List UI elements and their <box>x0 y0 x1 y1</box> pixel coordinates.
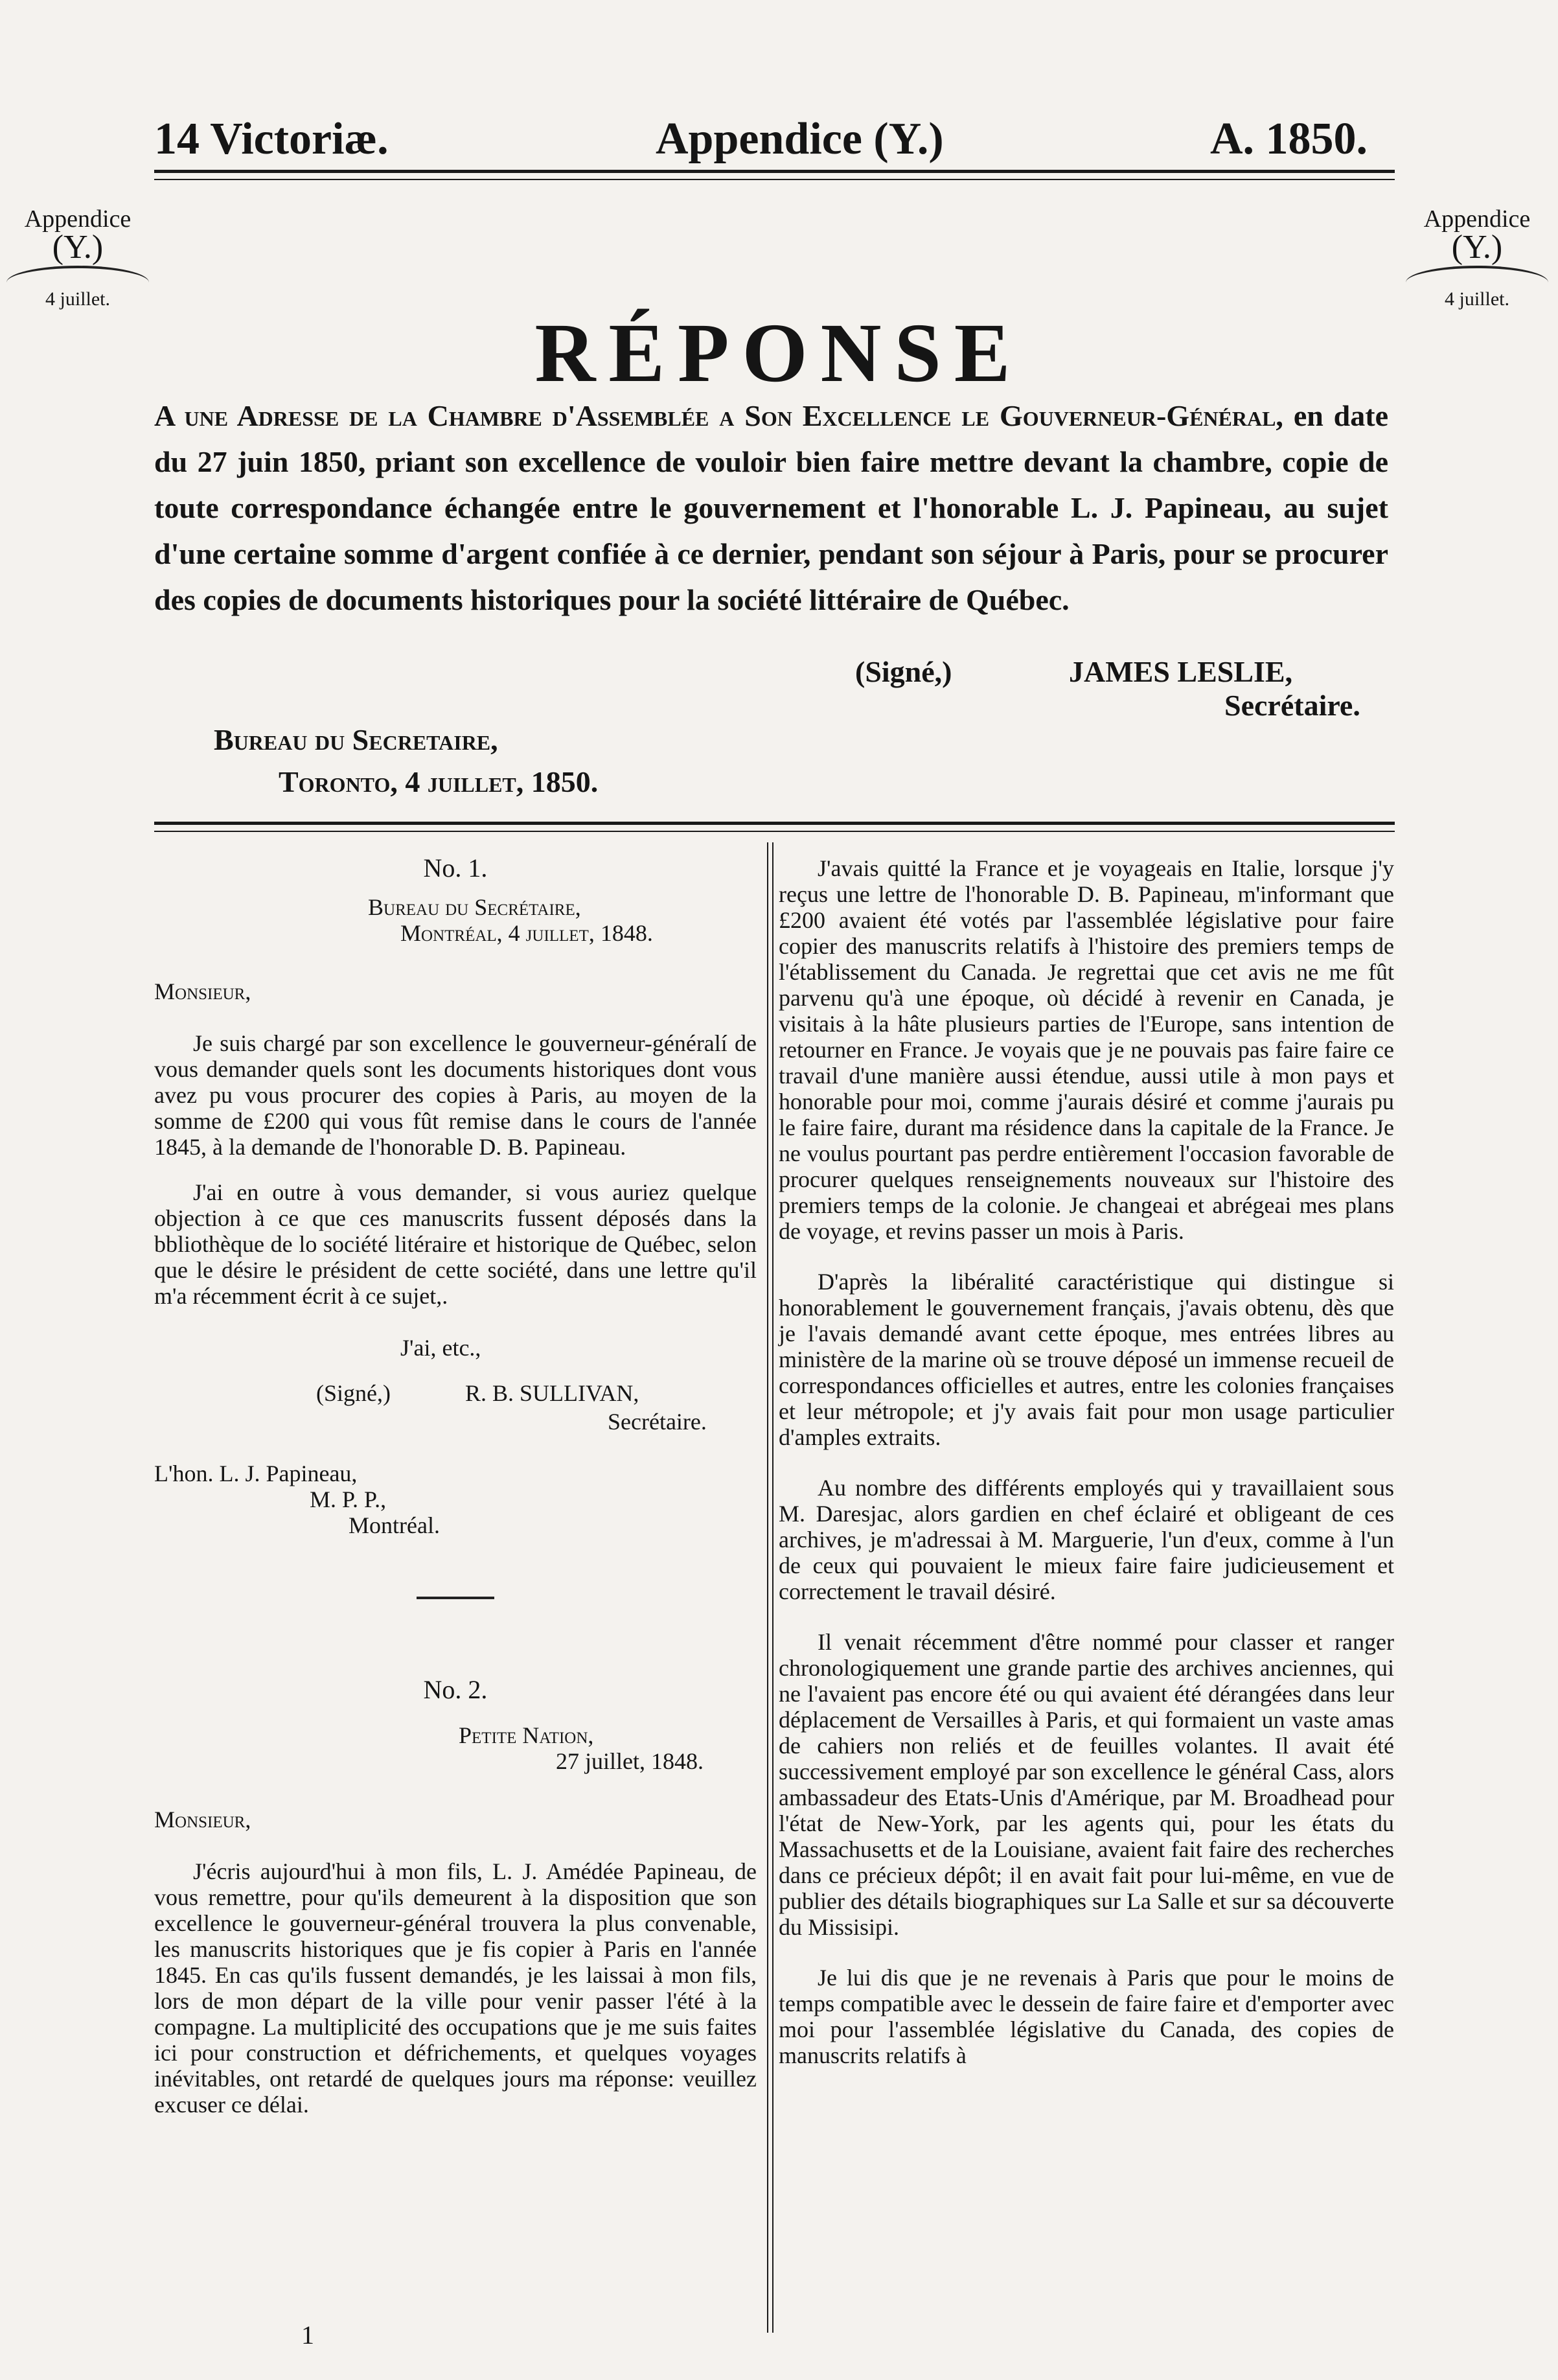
letter1-signer: R. B. SULLIVAN, <box>465 1380 639 1406</box>
letter1-paragraph: Je suis chargé par son excellence le gouverneur-généralí de vous demander quels sont les documents historiques dont vous avez pu vous procurer des copies à Paris, au moyen de la somme de £200 qui vous fût remise dans le cours de l'année 1845, à la demande de l'honorable D. B. Papineau. <box>154 1030 757 1160</box>
letter1-addressee: Montréal. <box>349 1512 440 1538</box>
letter1-signed: (Signé,) <box>316 1380 391 1406</box>
letter1-salutation: Monsieur, <box>154 978 251 1004</box>
page-number: 1 <box>301 2320 314 2350</box>
signature-signed: (Signé,) <box>855 655 952 688</box>
right-paragraph: Il venait récemment d'être nommé pour classer et ranger chronologiquement une grande partie des archives anciennes, qui ne l'avaient pas encore été ou qui avaient été dérangées dans leur déplacement de Versailles à Paris, et qui formaient un vaste amas de cahiers non reliés et de feuilles volantes. Il avait été successivement employé par son excellence le général Cass, alors ambassadeur des Etats-Unis d'Amérique, par M. Broadhead pour l'état de New-York, par les agents qui, pour les états du Massachusetts et de la Louisiane, avaient fait faire des recherches dans ce précieux dépôt; il en avait fait pour lui-même, en vue de publier des détails biographiques sur La Salle et sur sa découverte du Missisipi. <box>779 1629 1394 1940</box>
letter2-date: 27 juillet, 1848. <box>556 1748 704 1774</box>
right-paragraph: Je lui dis que je ne revenais à Paris que pour le moins de temps compatible avec le dessein de faire faire et d'emporter avec moi pour l'assemblée législative du Canada, des copies de manuscrits relatifs à <box>779 1965 1394 2068</box>
section-rule-thin <box>154 831 1395 832</box>
letter1-place-date: Montréal, 4 juillet, 1848. <box>400 920 653 946</box>
header-left: 14 Victoriæ. <box>154 114 389 164</box>
margin-note-right <box>1399 205 1555 314</box>
letter2-paragraph: J'écris aujourd'hui à mon fils, L. J. Amédée Papineau, de vous remettre, pour qu'ils demeurent à la disposition que son excellence le gouverneur-général trouvera la plus convenable, les manuscrits historiques que je fis copier à Paris en l'année 1845. En cas qu'ils fussent demandés, je les laissai à mon fils, lors de mon départ de la ville pour venir passer l'été à la compagne. La multiplicité des occupations que je me suis faites ici pour construction et défrichements, et quelques voyages inévitables, ont retardé de quelques jours ma réponse: veuillez excuser ce délai. <box>154 1858 757 2118</box>
letter1-number: No. 1. <box>423 853 488 883</box>
letter1-signer-title: Secrétaire. <box>608 1409 707 1435</box>
intro-paragraph <box>154 393 1388 623</box>
letter2-place: Petite Nation, <box>459 1722 594 1748</box>
margin-note-label: Appendice <box>24 205 132 233</box>
header-rule <box>154 170 1395 173</box>
letter1-addressee: M. P. P., <box>310 1486 387 1512</box>
bureau-place-date <box>279 765 598 799</box>
page-title: RÉPONSE <box>534 306 1024 400</box>
letter-separator <box>417 1597 494 1599</box>
header-right: A. 1850. <box>1210 114 1368 164</box>
signature-title: Secrétaire. <box>1224 689 1360 722</box>
letter1-paragraph: J'ai en outre à vous demander, si vous auriez quelque objection à ce que ces manuscrits fussent déposés dans la bbliothèque de lo société litéraire et historique de Québec, selon que le désire le président de cette société, dans une lettre qu'il m'a récemment écrit à ce sujet,. <box>154 1179 757 1309</box>
margin-note-date: 4 juillet. <box>45 288 110 310</box>
letter2-salutation: Monsieur, <box>154 1807 251 1832</box>
letter2-number: No. 2. <box>423 1675 488 1704</box>
intro-body: en date du 27 juin 1850, priant son excellence de vouloir bien faire mettre devant la chambre, copie de toute correspondance échangée entre le gouvernement et l'honorable L. J. Papineau, au sujet d'une certaine somme d'argent confiée à ce dernier, pendant son séjour à Paris, pour se procurer des copies de documents historiques pour la société littéraire de Québec. <box>154 399 1388 616</box>
margin-brace-icon <box>1406 266 1548 283</box>
column-divider <box>772 842 773 2333</box>
letter1-addressee <box>154 1461 757 1486</box>
margin-note-code: (Y.) <box>52 229 104 266</box>
right-paragraph: Au nombre des différents employés qui y travaillaient sous M. Daresjac, alors gardien en chef éclairé et obligeant de ces archives, je m'adressai à M. Marguerie, l'un d'eux, comme à l'un de ceux qui pouvaient le mieux faire faire judicieusement et correctement le travail désiré. <box>779 1475 1394 1604</box>
header-center: Appendice (Y.) <box>656 114 944 164</box>
margin-note-label: Appendice <box>1423 205 1531 233</box>
signature-name: JAMES LESLIE, <box>1069 655 1293 688</box>
letter1-signature <box>154 1380 757 1409</box>
letter1-office: Bureau du Secrétaire, <box>368 894 581 920</box>
header-rule-thin <box>154 179 1395 180</box>
right-paragraph: D'après la libéralité caractéristique qui distingue si honorablement le gouvernement français, j'avais obtenu, dès que je l'avais demandé avant cette époque, mes entrées libres au ministère de la marine où se trouve déposé un immense recueil de correspondances officielles et autres, entre les colonies françaises et leur métropole; et j'y avais fait pour mon usage particulier d'amples extraits. <box>779 1269 1394 1450</box>
margin-note-date: 4 juillet. <box>1445 288 1509 310</box>
margin-note-code: (Y.) <box>1451 229 1503 266</box>
left-column <box>154 855 757 2118</box>
margin-note-left <box>0 205 155 314</box>
bureau-place-date-text: Toronto, 4 juillet, 1850. <box>279 765 599 798</box>
letter1-addressee-line: L'hon. L. J. Papineau, <box>154 1461 358 1486</box>
right-column <box>779 855 1394 2068</box>
letter1-closing: J'ai, etc., <box>400 1335 481 1361</box>
section-rule <box>154 822 1395 825</box>
right-paragraph: J'avais quitté la France et je voyageais en Italie, lorsque j'y reçus une lettre de l'honorable D. B. Papineau, m'informant que £200 avaient été votés par l'assemblée législative pour faire copier des manuscrits relatifs à l'histoire des premiers temps de l'établissement du Canada. Je regrettai que cet avis ne me fût parvenu qu'à une époque, où décidé à revenir en Canada, je visitais à la hâte plusieurs parties de l'Europe, sans intention de retourner en France. Je voyais que je ne pouvais pas faire faire ce travail d'une manière aussi étendue, aussi utile à mon pays et honorable pour moi, comme j'aurais désiré et comme j'aurais pu le faire faire, durant ma résidence dans la capitale de la France. Je ne voulus pourtant pas perdre entièrement l'occasion favorable de procurer quelques renseignements nouveaux sur l'histoire des premiers temps de la colonie. Je changeai et abrégeai mes plans de voyage, et revins passer un mois à Paris. <box>779 855 1394 1244</box>
bureau-office: Bureau du Secretaire, <box>214 723 498 756</box>
column-divider <box>767 842 768 2333</box>
margin-brace-icon <box>6 266 149 283</box>
intro-lead: A une Adresse de la Chambre d'Assemblée a Son Excellence le Gouverneur-Général, <box>154 399 1283 432</box>
